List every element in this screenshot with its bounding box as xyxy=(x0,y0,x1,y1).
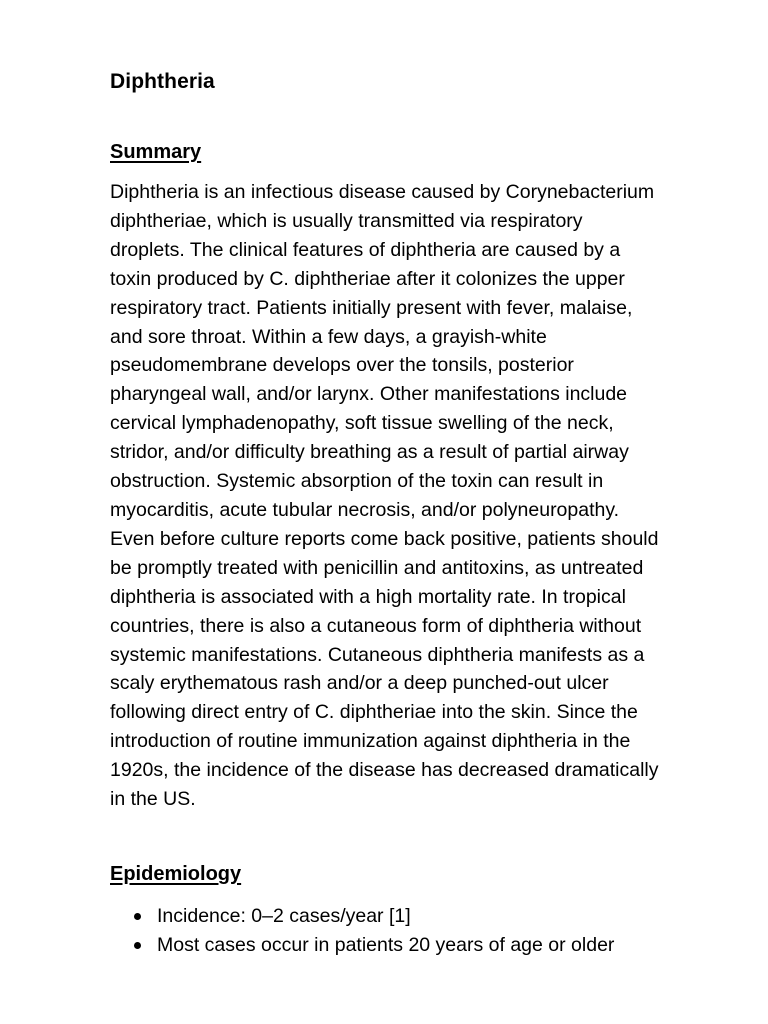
summary-line: droplets. The clinical features of diphtheria are caused by a xyxy=(110,238,621,261)
summary-line: pseudomembrane develops over the tonsils, posterior xyxy=(110,354,574,377)
summary-line: toxin produced by C. diphtheriae after it colonizes the upper xyxy=(110,267,625,290)
summary-line: respiratory tract. Patients initially present with fever, malaise, xyxy=(110,296,633,319)
list-item-text: Incidence: 0–2 cases/year [1] xyxy=(157,905,411,927)
bullet-icon xyxy=(134,942,141,949)
summary-line: stridor, and/or difficulty breathing as a result of partial airway xyxy=(110,441,629,464)
summary-paragraph xyxy=(110,178,720,814)
epidemiology-heading: Epidemiology xyxy=(110,863,242,885)
list-item-text: Most cases occur in patients 20 years of age or older xyxy=(157,934,615,956)
summary-line: in the US. xyxy=(110,788,196,811)
document-title: Diphtheria xyxy=(110,70,215,93)
summary-line: introduction of routine immunization against diphtheria in the xyxy=(110,730,631,753)
summary-line: Even before culture reports come back positive, patients should xyxy=(110,527,659,550)
summary-line: be promptly treated with penicillin and antitoxins, as untreated xyxy=(110,556,644,579)
list-item xyxy=(110,902,614,931)
list-item xyxy=(110,931,614,960)
summary-line: countries, there is also a cutaneous form of diphtheria without xyxy=(110,614,642,637)
summary-line: cervical lymphadenopathy, soft tissue swelling of the neck, xyxy=(110,412,614,435)
summary-line: and sore throat. Within a few days, a grayish-white xyxy=(110,325,547,348)
summary-line: obstruction. Systemic absorption of the toxin can result in xyxy=(110,470,604,493)
summary-line: 1920s, the incidence of the disease has decreased dramatically xyxy=(110,759,659,782)
bullet-icon xyxy=(134,913,141,920)
summary-line: Diphtheria is an infectious disease caused by Corynebacterium xyxy=(110,181,655,203)
summary-line: pharyngeal wall, and/or larynx. Other manifestations include xyxy=(110,383,628,406)
summary-line: systemic manifestations. Cutaneous diphtheria manifests as a xyxy=(110,643,645,666)
epidemiology-list xyxy=(110,902,614,960)
summary-line: myocarditis, acute tubular necrosis, and/or polyneuropathy. xyxy=(110,498,620,521)
summary-line: diphtheriae, which is usually transmitted via respiratory xyxy=(110,209,583,232)
summary-line: diphtheria is associated with a high mortality rate. In tropical xyxy=(110,585,626,608)
summary-line: following direct entry of C. diphtheriae into the skin. Since the xyxy=(110,701,638,724)
summary-heading: Summary xyxy=(110,141,202,163)
summary-line: scaly erythematous rash and/or a deep punched-out ulcer xyxy=(110,672,609,695)
